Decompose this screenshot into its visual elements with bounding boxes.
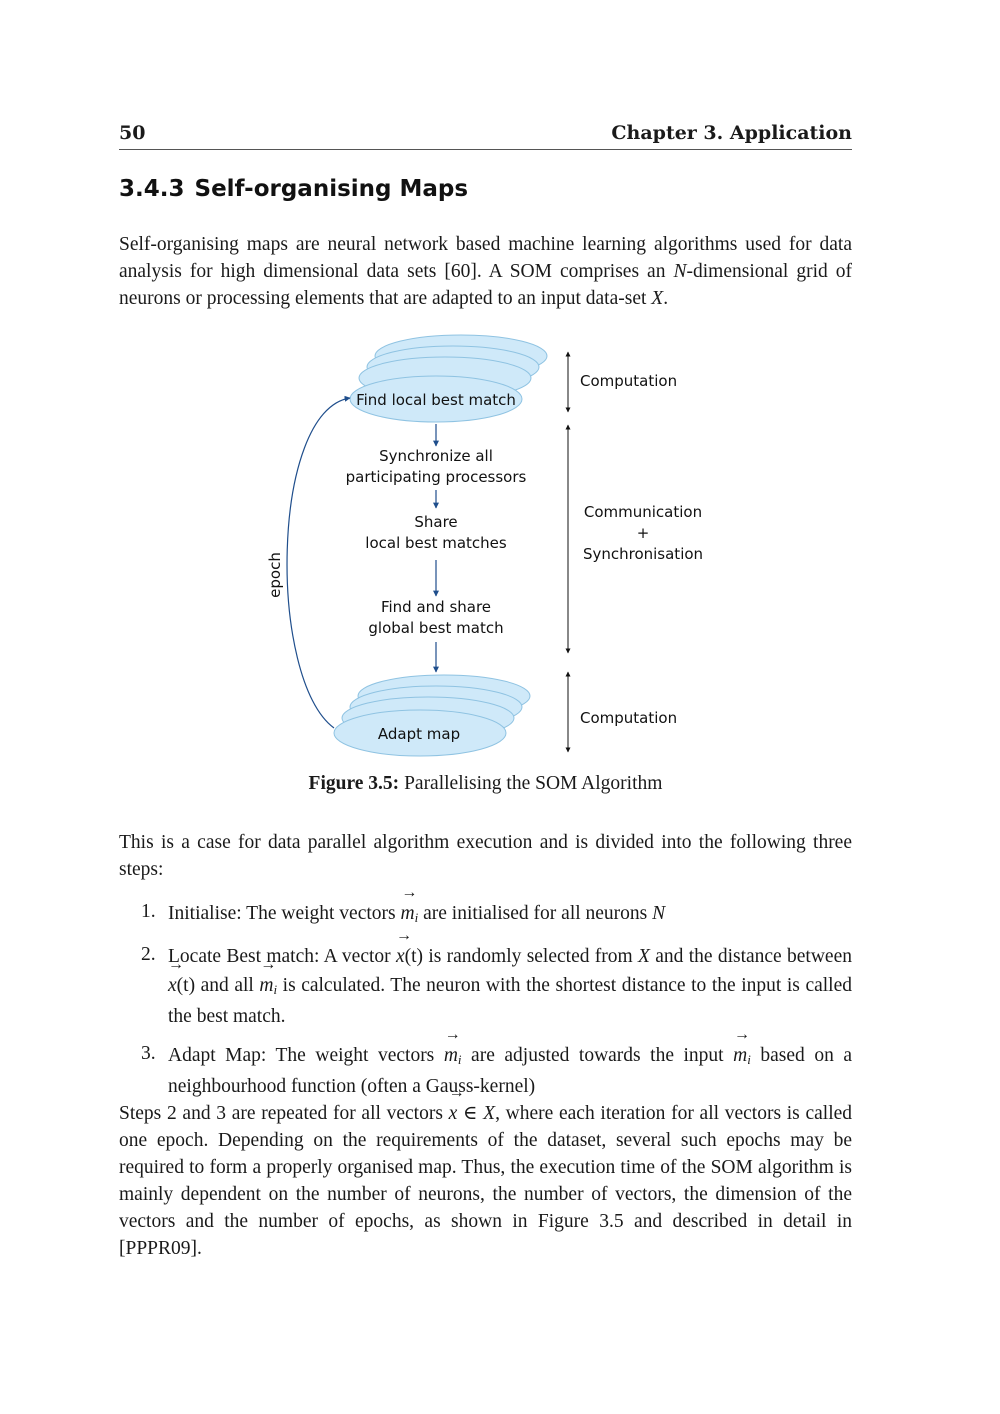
closing-text: , where each iteration for all vectors is called one epoch. Depending on the requirements of the dataset, several such epochs may be required to form a properly organised map. Thus, the execution time of the SOM algorithm is mainly dependent on the number of neurons, the number of vectors, the dimension of the vectors and the number of epochs, as shown in Figure 3.5 and described in detail in [PPPR09]. — [119, 1103, 853, 1259]
vector-symbol: m — [443, 1045, 458, 1066]
vector-x — [396, 941, 405, 970]
step-number: 2. — [141, 944, 156, 965]
find-local-label: Find local best match — [356, 391, 516, 409]
caption-label: Figure 3.5: — [308, 773, 400, 794]
step-number: 3. — [141, 1043, 156, 1064]
section-number: 3.4.3 — [119, 176, 185, 202]
caption-text: Parallelising the SOM Algorithm — [404, 773, 663, 794]
comm-line3: Synchronisation — [582, 545, 704, 563]
vector-symbol: x — [395, 946, 405, 967]
list-item — [119, 1040, 852, 1100]
steps-list — [119, 898, 852, 1110]
step-text: is calculated. The neuron with the shortest distance to the input is called the best match. — [168, 975, 852, 1027]
som-figure — [250, 330, 750, 770]
chapter-title: Chapter 3. Application — [611, 122, 852, 144]
adapt-map-label: Adapt map — [377, 725, 461, 743]
step-text: based on a neighbourhood function (often a Gauss-kernel) — [168, 1045, 852, 1097]
vector-symbol: m — [733, 1045, 748, 1066]
intro-paragraph — [119, 231, 852, 312]
vector-subscript: i — [747, 1052, 751, 1067]
vector-m — [444, 1040, 462, 1073]
sync-line1: Synchronize all — [379, 447, 493, 465]
vector-symbol: m — [400, 903, 415, 924]
step-number: 1. — [141, 901, 156, 922]
intro-text-2: -dimensional grid of neurons or processing elements that are adapted to an input data-set — [119, 261, 852, 309]
page-number: 50 — [119, 122, 146, 144]
closing-var: X — [483, 1103, 496, 1124]
step-text: (t) — [404, 946, 424, 967]
closing-text: Steps 2 and 3 are repeated for all vectors — [119, 1103, 449, 1124]
closing-paragraph — [119, 1098, 852, 1262]
vector-subscript: i — [457, 1052, 462, 1067]
element-of-symbol: ∈ — [457, 1103, 484, 1124]
step-var: X — [638, 946, 650, 967]
som-diagram — [250, 330, 750, 770]
compute-stack-bottom — [334, 675, 530, 756]
computation-bottom-label: Computation — [580, 709, 678, 727]
step-text: is randomly selected from — [423, 946, 638, 967]
vector-subscript: i — [273, 982, 278, 997]
vector-m — [733, 1040, 751, 1073]
vector-x — [168, 970, 177, 999]
section-title: Self-organising Maps — [194, 176, 469, 202]
step-text: are initialised for all neurons — [418, 903, 653, 924]
step-text: Initialise: The weight vectors — [168, 903, 401, 924]
step-text: and all — [195, 975, 260, 996]
step-var: N — [652, 903, 666, 924]
epoch-loop-arrow — [287, 398, 350, 728]
computation-top-label: Computation — [580, 372, 678, 390]
share-line2: local best matches — [365, 534, 507, 552]
vector-subscript: i — [414, 910, 419, 925]
running-head — [119, 122, 852, 150]
vector-symbol: x — [448, 1103, 458, 1124]
global-line1: Find and share — [380, 598, 492, 616]
intro-var-n: N — [673, 261, 687, 282]
step-text: Adapt Map: The weight vectors — [168, 1045, 444, 1066]
step-text: and the distance between — [649, 946, 852, 967]
list-item — [119, 941, 852, 1030]
vector-symbol: x — [168, 975, 177, 996]
step-text: (t) — [176, 975, 196, 996]
step-text: are adjusted towards the input — [461, 1045, 734, 1066]
section-heading — [119, 176, 468, 202]
comm-line1: Communication — [583, 503, 703, 521]
figure-caption — [119, 773, 852, 795]
intro-text-3: . — [663, 288, 669, 309]
vector-symbol: m — [259, 975, 274, 996]
intro-text-1: Self-organising maps are neural network based machine learning algorithms used for data analysis for high dimensional data sets [60]. A SOM comprises an — [119, 234, 852, 282]
comm-line2: + — [636, 524, 650, 542]
sync-line2: participating processors — [345, 468, 527, 486]
vector-m — [259, 970, 277, 1003]
step-text: Locate Best match: A vector — [168, 946, 396, 967]
global-line2: global best match — [368, 619, 504, 637]
intro-var-x: X — [651, 288, 664, 309]
epoch-label: epoch — [266, 552, 284, 598]
body-paragraph-1: This is a case for data parallel algorithm execution and is divided into the following three steps: — [119, 832, 852, 880]
vector-x — [449, 1098, 458, 1127]
share-line1: Share — [414, 513, 458, 531]
list-item — [119, 898, 852, 931]
